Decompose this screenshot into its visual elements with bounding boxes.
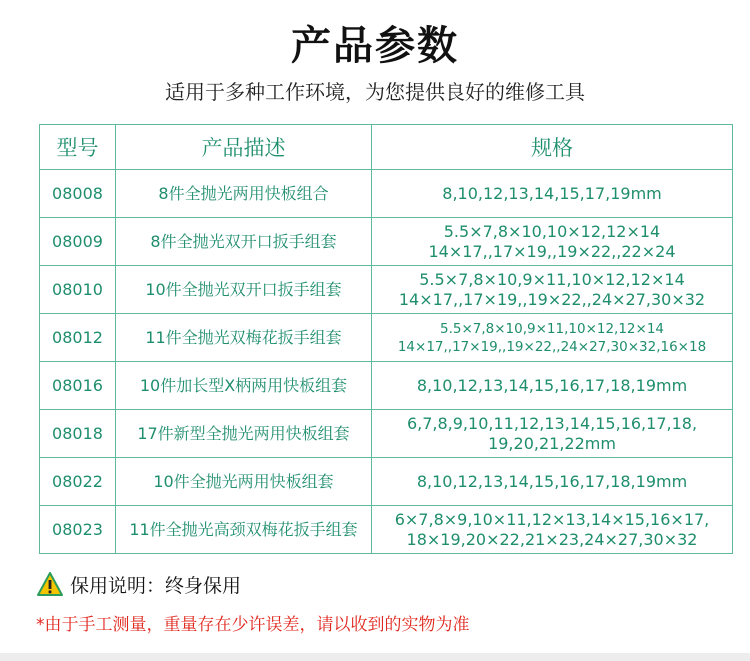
spec-cell <box>372 410 733 458</box>
table-row <box>40 362 733 410</box>
spec-line: 6,7,8,9,10,11,12,13,14,15,16,17,18, <box>406 413 698 433</box>
description-cell: 10件全抛光两用快板组套 <box>116 458 372 506</box>
spec-cell <box>372 314 733 362</box>
model-cell: 08016 <box>40 362 116 410</box>
table-row <box>40 170 733 218</box>
spec-line: 8,10,12,13,14,15,16,17,18,19mm <box>416 375 688 395</box>
model-cell: 08010 <box>40 266 116 314</box>
table-row <box>40 458 733 506</box>
spec-line: 5.5×7,8×10,10×12,12×14 <box>443 221 661 241</box>
spec-line: 18×19,20×22,21×23,24×27,30×32 <box>406 529 698 549</box>
table-row <box>40 314 733 362</box>
spec-cell <box>372 266 733 314</box>
spec-cell <box>372 170 733 218</box>
warranty-line <box>36 571 241 597</box>
spec-cell <box>372 218 733 266</box>
spec-cell <box>372 362 733 410</box>
spec-line: 14×17,,17×19,,19×22,,24×27,30×32 <box>398 289 706 309</box>
spec-line: 8,10,12,13,14,15,16,17,18,19mm <box>416 471 688 491</box>
model-cell: 08022 <box>40 458 116 506</box>
spec-table <box>39 124 733 554</box>
table-row <box>40 410 733 458</box>
table-row <box>40 218 733 266</box>
spec-line: 14×17,,17×19,,19×22,,24×27,30×32,16×18 <box>397 338 707 355</box>
model-cell: 08012 <box>40 314 116 362</box>
spec-line: 14×17,,17×19,,19×22,,22×24 <box>428 241 676 261</box>
model-cell: 08008 <box>40 170 116 218</box>
description-cell: 11件全抛光高颈双梅花扳手组套 <box>116 506 372 554</box>
header-spec: 规格 <box>372 125 733 170</box>
spec-line: 8,10,12,13,14,15,17,19mm <box>442 183 662 203</box>
spec-line: 19,20,21,22mm <box>488 433 616 453</box>
warning-triangle-icon <box>36 571 64 597</box>
header-description: 产品描述 <box>116 125 372 170</box>
table-row <box>40 266 733 314</box>
page-title: 产品参数 <box>291 23 459 69</box>
spec-cell <box>372 506 733 554</box>
spec-cell <box>372 458 733 506</box>
description-cell: 17件新型全抛光两用快板组套 <box>116 410 372 458</box>
description-cell: 10件全抛光双开口扳手组套 <box>116 266 372 314</box>
description-cell: 8件全抛光双开口扳手组套 <box>116 218 372 266</box>
measurement-note: *由于手工测量，重量存在少许误差，请以收到的实物为准 <box>36 615 470 635</box>
bottom-divider <box>0 653 750 661</box>
model-cell: 08023 <box>40 506 116 554</box>
model-cell: 08018 <box>40 410 116 458</box>
page-subtitle: 适用于多种工作环境，为您提供良好的维修工具 <box>165 80 585 104</box>
description-cell: 11件全抛光双梅花扳手组套 <box>116 314 372 362</box>
table-header-row <box>40 125 733 170</box>
model-cell: 08009 <box>40 218 116 266</box>
spec-line: 5.5×7,8×10,9×11,10×12,12×14 <box>439 320 665 337</box>
description-cell: 8件全抛光两用快板组合 <box>116 170 372 218</box>
spec-line: 5.5×7,8×10,9×11,10×12,12×14 <box>419 269 685 289</box>
table-row <box>40 506 733 554</box>
header-model: 型号 <box>40 125 116 170</box>
description-cell: 10件加长型X柄两用快板组套 <box>116 362 372 410</box>
warranty-text: 保用说明：终身保用 <box>70 574 242 597</box>
spec-line: 6×7,8×9,10×11,12×13,14×15,16×17, <box>394 509 710 529</box>
